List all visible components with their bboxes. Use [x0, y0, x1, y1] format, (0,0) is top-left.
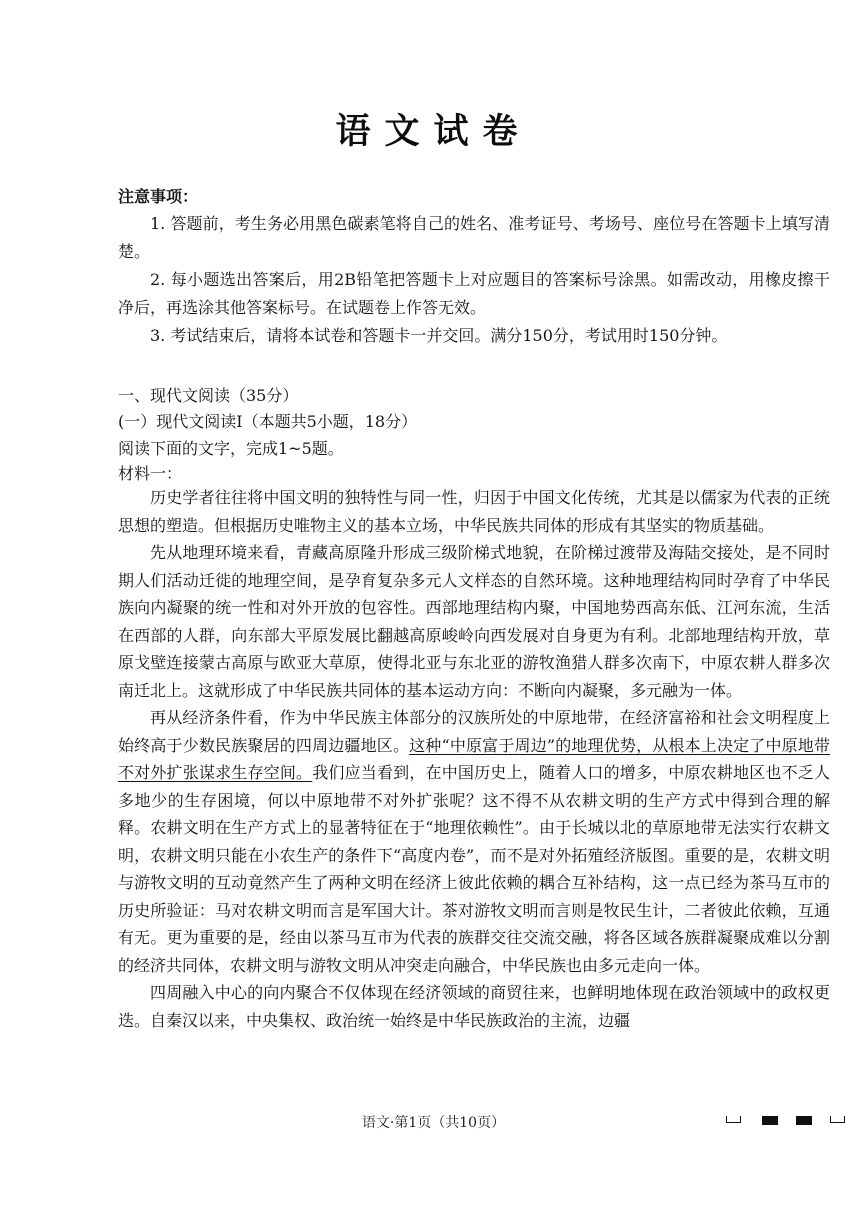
alignment-mark-open [830, 1116, 845, 1123]
section-heading: 一、现代文阅读（35分） [118, 386, 299, 405]
passage-paragraph: 先从地理环境来看，青藏高原隆升形成三级阶梯式地貌，在阶梯过渡带及海陆交接处，是不同时期人们活动迁徙的地理空间，是孕育复杂多元人文样态的自然环境。这种地理结构同时孕育了中华民族向内凝聚的统一性和对外开放的包容性。西部地理结构内聚，中国地势西高东低、江河东流，生活在西部的人群，向东部大平原发展比翻越高原峻岭向西发展对自身更为有利。北部地理结构开放，草原戈壁连接蒙古高原与欧亚大草原，使得北亚与东北亚的游牧渔猎人群多次南下，中原农耕人群多次南迁北上。这就形成了中华民族共同体的基本运动方向：不断向内凝聚，多元融为一体。 [118, 543, 830, 700]
notice-item: 1. 答题前，考生务必用黑色碳素笔将自己的姓名、准考证号、考场号、座位号在答题卡上填写清楚。 [118, 214, 830, 261]
reading-instruction: 阅读下面的文字，完成1~5题。 [118, 439, 344, 458]
paragraph-text: 再从经济条件看，作为中华民族主体部分的汉族所处的中原地带，在经济富裕和社会文明程度上始终高于少数民族聚居的四周边疆地区。 [118, 708, 830, 755]
alignment-mark-open [726, 1116, 741, 1123]
passage-body [118, 484, 830, 1034]
exam-title: 语文试卷 [335, 111, 532, 152]
passage-paragraph [118, 704, 830, 979]
subsection-heading: (一）现代文阅读Ⅰ（本题共5小题，18分） [118, 412, 418, 431]
paragraph-text: 我们应当看到，在中国历史上，随着人口的增多，中原农耕地区也不乏人多地少的生存困境，何以中原地带不对外扩张呢？这不得不从农耕文明的生产方式中得到合理的解释。农耕文明在生产方式上的显著特征在于“地理依赖性”。由于长城以北的草原地带无法实行农耕文明，农耕文明只能在小农生产的条件下“高度内卷”，而不是对外拓殖经济版图。重要的是，农耕文明与游牧文明的互动竟然产生了两种文明在经济上彼此依赖的耦合互补结构，这一点已经为茶马互市的历史所验证：马对农耕文明而言是军国大计。茶对游牧文明而言则是牧民生计，二者彼此依赖，互通有无。更为重要的是，经由以茶马互市为代表的族群交往交流交融，将各区域各族群凝聚成难以分割的经济共同体，农耕文明与游牧文明从冲突走向融合，中华民族也由多元走向一体。 [118, 763, 830, 975]
alignment-mark-solid [796, 1116, 812, 1125]
notice-list [118, 210, 830, 350]
notice-item: 3. 考试结束后，请将本试卷和答题卡一并交回。满分150分，考试用时150分钟。 [150, 326, 728, 345]
passage-paragraph: 四周融入中心的向内聚合不仅体现在经济领域的商贸往来，也鲜明地体现在政治领域中的政权更迭。自秦汉以来，中央集权、政治统一始终是中华民族政治的主流，边疆 [118, 983, 830, 1030]
material-label: 材料一： [118, 464, 183, 483]
alignment-mark-solid [762, 1116, 778, 1125]
passage-paragraph: 历史学者往往将中国文明的独特性与同一性，归因于中国文化传统，尤其是以儒家为代表的正统思想的塑造。但根据历史唯物主义的基本立场，中华民族共同体的形成有其坚实的物质基础。 [118, 488, 830, 535]
underlined-sentence: 这种“中原富于周边”的地理优势，从根本上决定了中原地带不对外扩张谋求生存空间。 [118, 735, 830, 782]
page-footer: 语文·第1页（共10页） [361, 1115, 506, 1131]
notice-item: 2. 每小题选出答案后，用2B铅笔把答题卡上对应题目的答案标号涂黑。如需改动，用橡皮擦干净后，再选涂其他答案标号。在试题卷上作答无效。 [118, 270, 830, 317]
notice-heading: 注意事项： [118, 187, 199, 206]
